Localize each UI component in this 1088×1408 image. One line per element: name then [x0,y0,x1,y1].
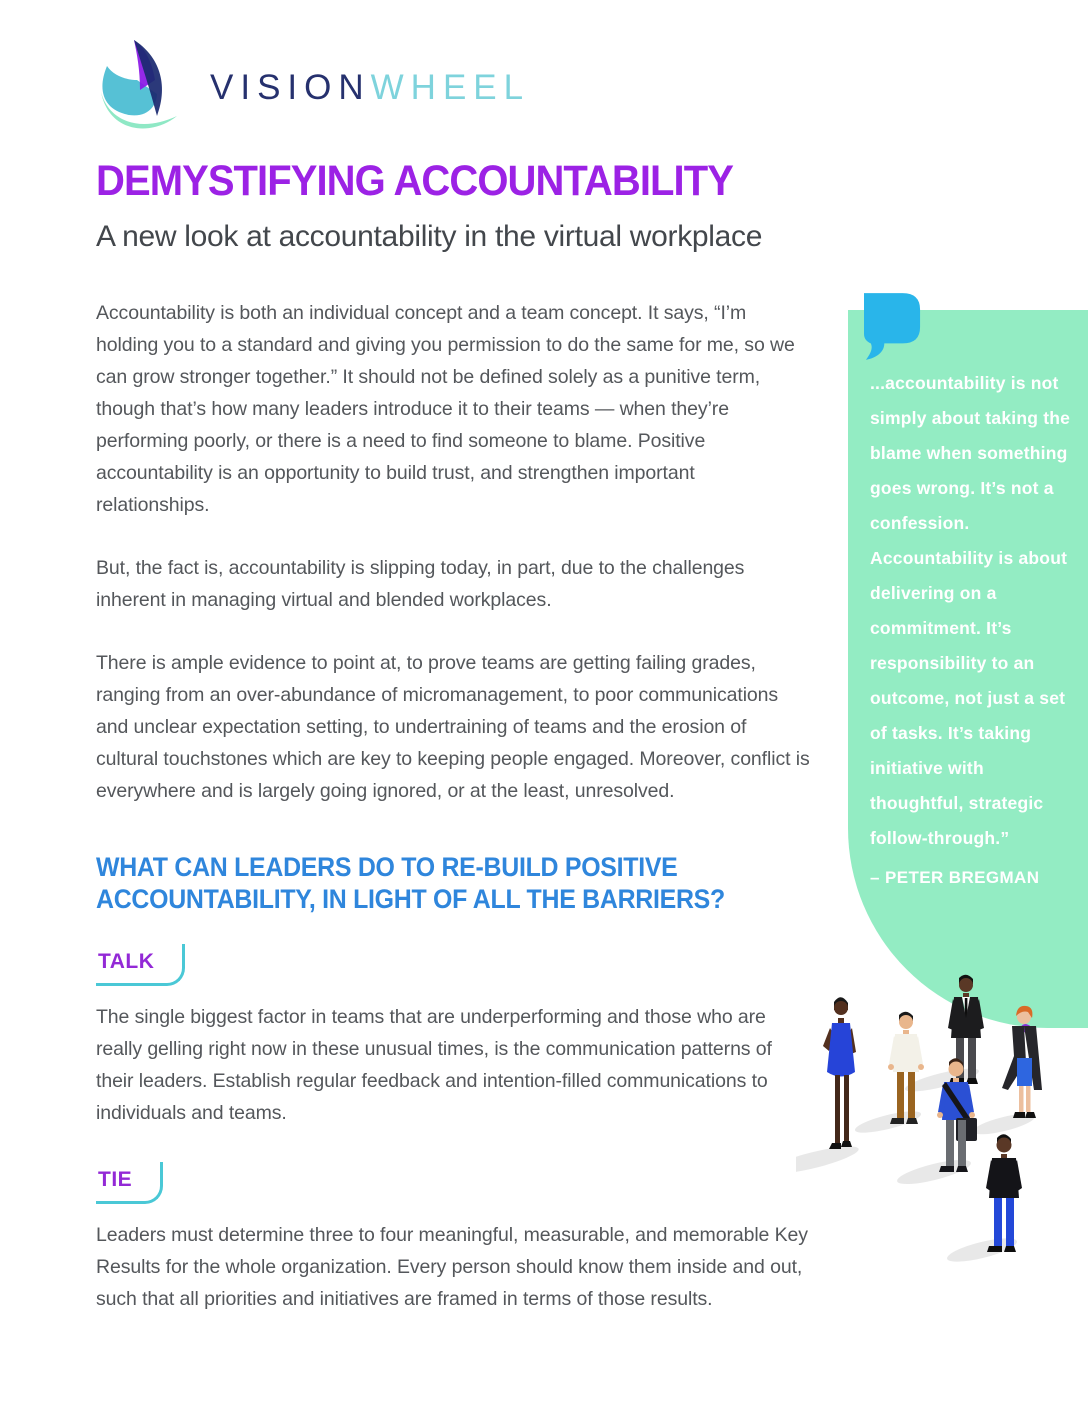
brand-name-secondary: WHEEL [370,68,531,107]
quote-attribution: – PETER BREGMAN [870,868,1040,887]
person-figure [823,997,856,1149]
article-body [96,297,812,1346]
tag-talk: TALK [96,944,185,986]
talk-paragraph: The single biggest factor in teams that are underperforming and those who are really gelling right now in these unusual times, is the communication patterns of their leaders. Establish regular feedback and intention-filled communications to individuals and teams. [96,1006,772,1124]
quote-body: ...accountability is not simply about taking the blame when something goes wrong. It’s not a confession. Accountability is about delivering on a commitment. It’s responsibility to an outcome, not just a set of tasks. It’s taking initiative with thoughtful, strategic follow-through.” [870,373,1071,848]
logo [94,38,530,138]
section-talk [96,942,812,1129]
tie-paragraph: Leaders must determine three to four meaningful, measurable, and memorable Key Results for the whole organization. Every person should know them inside and out, such that all priorities and initiatives are framed in terms of those results. [96,1224,808,1310]
tag-tie: TIE [96,1162,163,1204]
brand-name-primary: VISION [210,68,371,107]
brand-name [210,68,530,108]
intro-paragraph-3: There is ample evidence to point at, to prove teams are getting failing grades, ranging from an over-abundance of micromanagement, to poor communications and unclear expectation setting, to undertraining of teams and the erosion of cultural touchstones which are key to keeping people engaged. Moreover, conflict is everywhere and is largely going ignored, or at the least, unresolved. [96,652,810,802]
quote-text [870,366,1072,895]
section-heading: WHAT CAN LEADERS DO TO RE-BUILD POSITIVE ACCOUNTABILITY, IN LIGHT OF ALL THE BARRIERS? [96,852,725,914]
intro-paragraph-1: Accountability is both an individual concept and a team concept. It says, “I’m holding you to a standard and giving you permission to do the same for me, so we can grow stronger together.” It should not be defined solely as a punitive term, though that’s how many leaders introduce it to their teams — when they’re performing poorly, or there is a need to find someone to blame. Positive accountability is an opportunity to build trust, and strengthen important relationships. [96,302,795,516]
person-figure [986,1134,1022,1252]
people-illustration [796,972,1088,1282]
section-tie [96,1160,812,1315]
person-figure [888,1012,924,1124]
page-subtitle: A new look at accountability in the virtual workplace [96,220,763,253]
quote-mark-icon [864,292,922,362]
visionwheel-logo-icon [94,38,196,138]
quote-panel [848,310,1088,1028]
page-title: DEMYSTIFYING ACCOUNTABILITY [96,157,733,205]
intro-paragraph-2: But, the fact is, accountability is slipping today, in part, due to the challenges inherent in managing virtual and blended workplaces. [96,557,745,611]
person-figure [1002,1006,1042,1118]
